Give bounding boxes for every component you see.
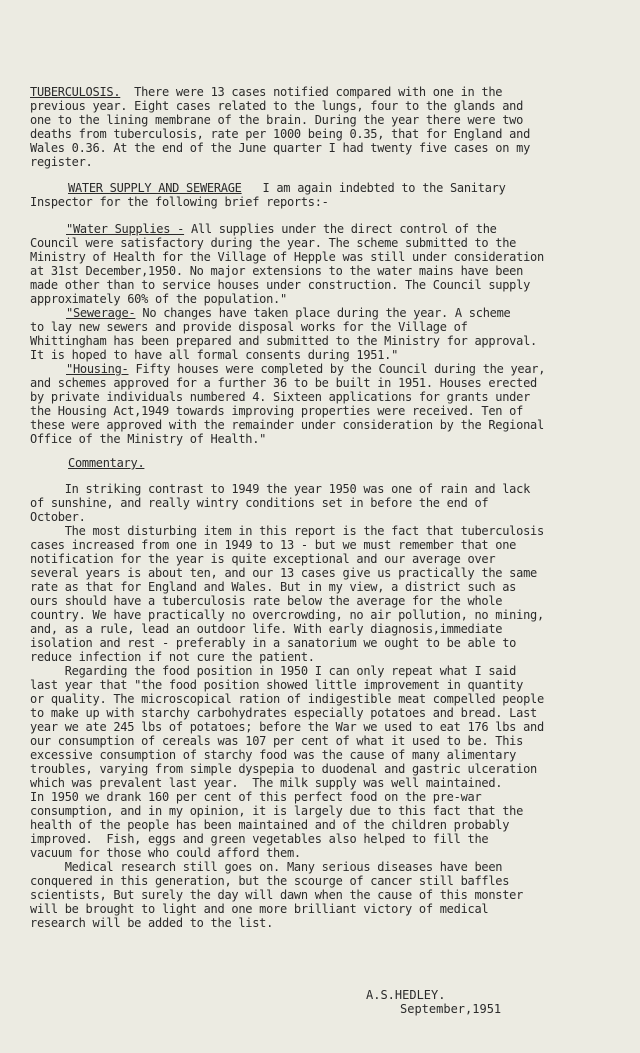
commentary-line: research will be added to the list. — [30, 916, 274, 930]
commentary-line: ours should have a tuberculosis rate below the average for the whole — [30, 594, 503, 608]
commentary-line: and, as a rule, lead an outdoor life. With early diagnosis,immediate — [30, 622, 503, 636]
water-supplies-line-5: made other than to service houses under construction. The Council supply — [30, 278, 531, 292]
water-line-2: Inspector for the following brief reports:- — [30, 195, 329, 209]
commentary-heading: Commentary. — [68, 456, 145, 470]
tuberculosis-heading: TUBERCULOSIS. — [30, 85, 121, 99]
commentary-line: The most disturbing item in this report is the fact that tuberculosis — [30, 524, 544, 538]
commentary-line: last year that "the food position showed little improvement in quantity — [30, 678, 524, 692]
signature-name: A.S.HEDLEY. — [366, 988, 446, 1002]
water-supplies-line-4: at 31st December,1950. No major extensions to the water mains have been — [30, 264, 524, 278]
commentary-line: which was prevalent last year. The milk supply was well maintained. — [30, 776, 503, 790]
commentary-line: notification for the year is quite exceptional and our average over — [30, 552, 496, 566]
housing-line-2: and schemes approved for a further 36 to be built in 1951. Houses erected — [30, 376, 537, 390]
sewerage-line-1: "Sewerage- No changes have taken place during the year. A scheme — [66, 306, 511, 320]
housing-line-3: by private individuals numbered 4. Sixteen applications for grants under — [30, 390, 531, 404]
water-line-1: WATER SUPPLY AND SEWERAGE I am again indebted to the Sanitary — [68, 181, 506, 195]
water-supplies-line-1: "Water Supplies - All supplies under the direct control of the — [66, 222, 497, 236]
commentary-line: isolation and rest - preferably in a sanatorium we ought to be able to — [30, 636, 517, 650]
commentary-line: In 1950 we drank 160 per cent of this perfect food on the pre-war — [30, 790, 482, 804]
commentary-line: reduce infection if not cure the patient. — [30, 650, 315, 664]
tuberculosis-line-1: TUBERCULOSIS. There were 13 cases notified compared with one in the — [30, 85, 503, 99]
commentary-line: vacuum for those who could afford them. — [30, 846, 301, 860]
commentary-line: rate as that for England and Wales. But in my view, a district such as — [30, 580, 517, 594]
housing-line-1: "Housing- Fifty houses were completed by the Council during the year, — [66, 362, 546, 376]
water-supplies-heading: "Water Supplies - — [66, 222, 185, 236]
commentary-line: improved. Fish, eggs and green vegetables also helped to fill the — [30, 832, 489, 846]
commentary-line: country. We have practically no overcrowding, no air pollution, no mining, — [30, 608, 544, 622]
housing-line-5: these were approved with the remainder under consideration by the Regional — [30, 418, 544, 432]
commentary-line: consumption, and in my opinion, it is largely due to this fact that the — [30, 804, 524, 818]
commentary-line: several years is about ten, and our 13 cases give us practically the same — [30, 566, 537, 580]
housing-line-4: the Housing Act,1949 towards improving properties were received. Ten of — [30, 404, 524, 418]
commentary-line: health of the people has been maintained and of the children probably — [30, 818, 510, 832]
tuberculosis-line-2: previous year. Eight cases related to the lungs, four to the glands and — [30, 99, 524, 113]
commentary-line: to make up with starchy carbohydrates especially potatoes and bread. Last — [30, 706, 537, 720]
commentary-line: of sunshine, and really wintry conditions set in before the end of — [30, 496, 489, 510]
commentary-line: or quality. The microscopical ration of indigestible meat compelled people — [30, 692, 544, 706]
tuberculosis-line-6: register. — [30, 155, 93, 169]
commentary-line: troubles, varying from simple dyspepia to duodenal and gastric ulceration — [30, 762, 537, 776]
commentary-line: cases increased from one in 1949 to 13 - but we must remember that one — [30, 538, 517, 552]
sewerage-line-2: to lay new sewers and provide disposal works for the Village of — [30, 320, 468, 334]
sewerage-line-3: Whittingham has been prepared and submitted to the Ministry for approval. — [30, 334, 537, 348]
water-supplies-line-2: Council were satisfactory during the year. The scheme submitted to the — [30, 236, 517, 250]
commentary-line: our consumption of cereals was 107 per cent of what it used to be. This — [30, 734, 524, 748]
commentary-line: conquered in this generation, but the scourge of cancer still baffles — [30, 874, 510, 888]
commentary-line: October. — [30, 510, 86, 524]
tuberculosis-line-3: one to the lining membrane of the brain. During the year there were two — [30, 113, 524, 127]
commentary-line: year we ate 245 lbs of potatoes; before the War we used to eat 176 lbs and — [30, 720, 544, 734]
sewerage-heading: "Sewerage- — [66, 306, 136, 320]
housing-line-6: Office of the Ministry of Health." — [30, 432, 267, 446]
commentary-line: scientists, But surely the day will dawn when the cause of this monster — [30, 888, 524, 902]
water-supplies-line-6: approximately 60% of the population." — [30, 292, 287, 306]
signature-date: September,1951 — [400, 1002, 502, 1016]
housing-heading: "Housing- — [66, 362, 129, 376]
commentary-line: will be brought to light and one more brilliant victory of medical — [30, 902, 489, 916]
tuberculosis-line-4: deaths from tuberculosis, rate per 1000 being 0.35, that for England and — [30, 127, 531, 141]
tuberculosis-line-5: Wales 0.36. At the end of the June quarter I had twenty five cases on my — [30, 141, 531, 155]
water-supplies-line-3: Ministry of Health for the Village of Hepple was still under consideration — [30, 250, 544, 264]
sewerage-line-4: It is hoped to have all formal consents during 1951." — [30, 348, 399, 362]
commentary-line: Regarding the food position in 1950 I can only repeat what I said — [30, 664, 517, 678]
commentary-line: excessive consumption of starchy food was the cause of many alimentary — [30, 748, 517, 762]
commentary-line: In striking contrast to 1949 the year 1950 was one of rain and lack — [30, 482, 531, 496]
commentary-line: Medical research still goes on. Many serious diseases have been — [30, 860, 503, 874]
water-heading: WATER SUPPLY AND SEWERAGE — [68, 181, 242, 195]
